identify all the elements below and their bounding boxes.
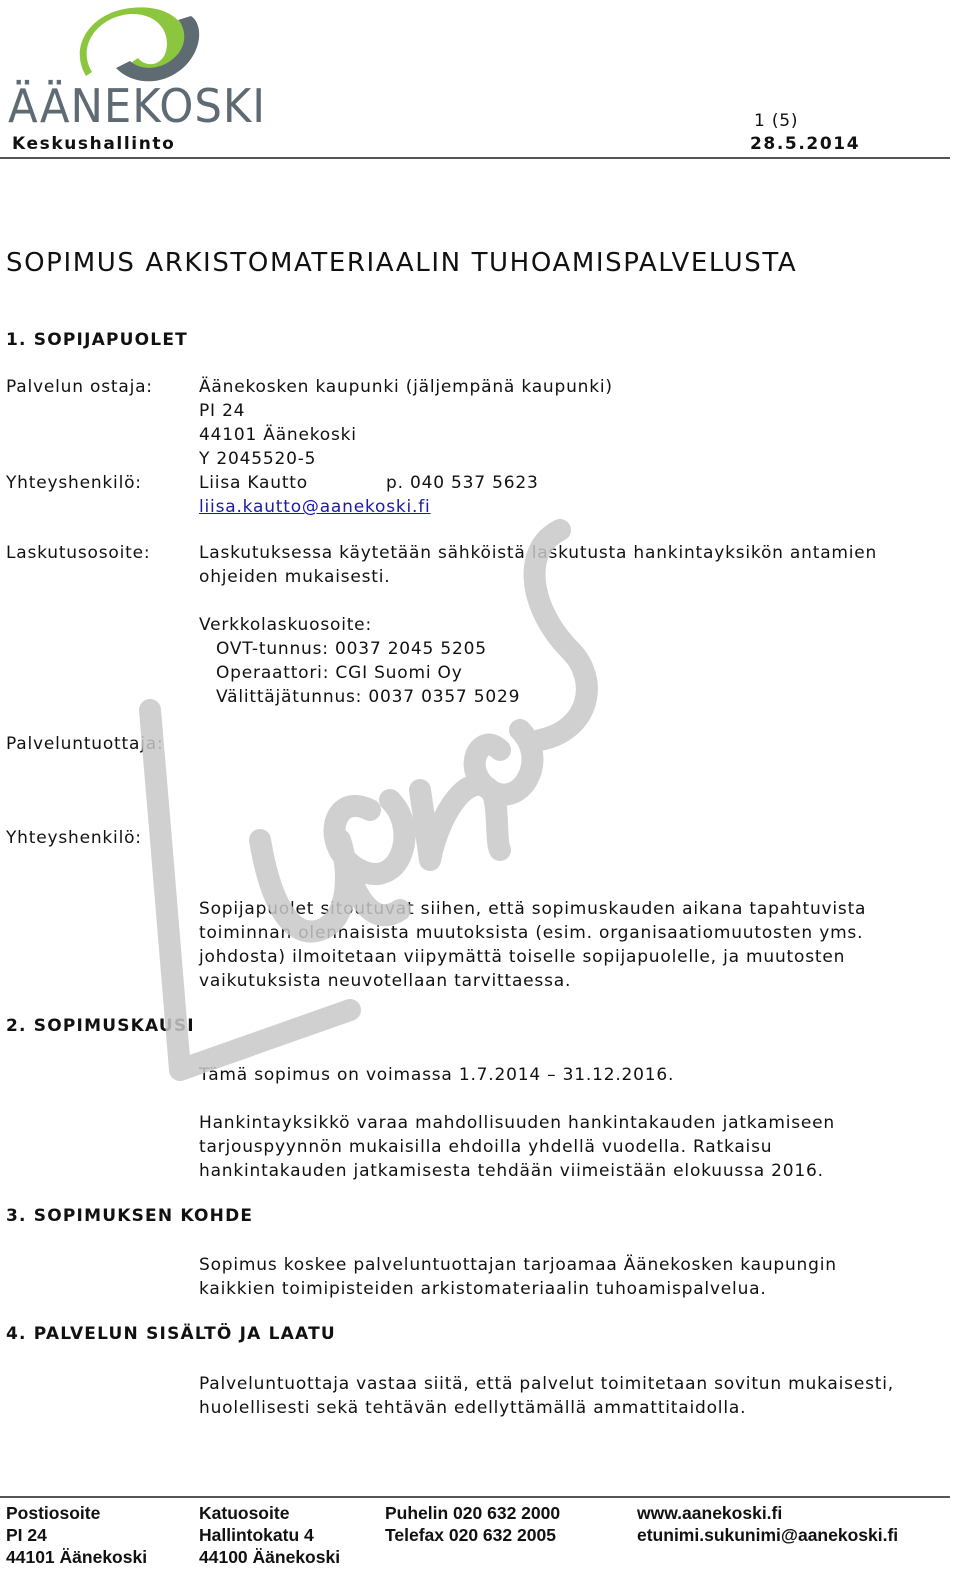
commitment-line: vaikutuksista neuvotellaan tarvittaessa. — [199, 971, 572, 991]
footer-email-link[interactable]: etunimi.sukunimi@aanekoski.fi — [637, 1525, 899, 1545]
logo-gray-swirl — [116, 16, 199, 81]
commitment-line: johdosta) ilmoitetaan viipymättä toiselle sopijapuolelle, ja muutosten — [199, 947, 846, 967]
footer-line: Katuosoite — [199, 1503, 290, 1523]
billing-label: Laskutusosoite: — [6, 543, 151, 563]
subject-line: kaikkien toimipisteiden arkistomateriaalin tuhoamispalvelua. — [199, 1279, 767, 1299]
department-name: Keskushallinto — [12, 134, 176, 154]
einvoice-title: Verkkolaskuosoite: — [199, 615, 372, 635]
buyer-line: Äänekosken kaupunki (jäljempänä kaupunki) — [199, 377, 613, 397]
provider-contact-label: Yhteyshenkilö: — [6, 828, 142, 848]
document-date: 28.5.2014 — [750, 134, 861, 154]
footer-phone — [385, 1502, 560, 1546]
footer-line: Hallintokatu 4 — [199, 1525, 314, 1545]
contact-phone: p. 040 537 5623 — [386, 473, 539, 493]
quality-line: huolellisesti sekä tehtävän edellyttämällä ammattitaidolla. — [199, 1398, 747, 1418]
footer-line: 44101 Äänekoski — [6, 1547, 148, 1567]
contact-email-link[interactable]: liisa.kautto@aanekoski.fi — [199, 497, 431, 517]
watermark-stroke — [420, 785, 500, 860]
watermark-stroke — [335, 800, 405, 874]
footer-rule — [0, 1496, 950, 1498]
aanekoski-logo — [6, 6, 271, 128]
footer-postal-address — [6, 1502, 147, 1568]
provider-label: Palveluntuottaja: — [6, 734, 164, 754]
commitment-line: Sopijapuolet sitoutuvat siihen, että sopimuskauden aikana tapahtuvista — [199, 899, 867, 919]
footer-line: Puhelin 020 632 2000 — [385, 1503, 561, 1523]
einvoice-line: Operaattori: CGI Suomi Oy — [216, 663, 463, 683]
footer-website-link[interactable]: www.aanekoski.fi — [637, 1503, 783, 1523]
section-1-heading: 1. SOPIJAPUOLET — [6, 330, 188, 350]
section-4-heading: 4. PALVELUN SISÄLTÖ JA LAATU — [6, 1324, 336, 1344]
einvoice-line: Välittäjätunnus: 0037 0357 5029 — [216, 687, 521, 707]
document-title: SOPIMUS ARKISTOMATERIAALIN TUHOAMISPALVELUSTA — [6, 248, 798, 278]
einvoice-line: OVT-tunnus: 0037 2045 5205 — [216, 639, 487, 659]
section-3-heading: 3. SOPIMUKSEN KOHDE — [6, 1206, 254, 1226]
buyer-line: 44101 Äänekoski — [199, 425, 357, 445]
extension-line: hankintakauden jatkamisesta tehdään viimeistään elokuussa 2016. — [199, 1161, 824, 1181]
contact-name: Liisa Kautto — [199, 473, 308, 493]
subject-line: Sopimus koskee palveluntuottajan tarjoamaa Äänekosken kaupungin — [199, 1255, 837, 1275]
footer-line: 44100 Äänekoski — [199, 1547, 341, 1567]
commitment-line: toiminnan olennaisista muutoksista (esim. organisaatiomuutosten yms. — [199, 923, 864, 943]
page-number: 1 (5) — [754, 111, 799, 131]
footer-line: Postiosoite — [6, 1503, 101, 1523]
extension-line: tarjouspyynnön mukaisilla ehdoilla yhdellä vuodella. Ratkaisu — [199, 1137, 773, 1157]
extension-line: Hankintayksikkö varaa mahdollisuuden hankintakauden jatkamiseen — [199, 1113, 835, 1133]
footer-line: PI 24 — [6, 1525, 47, 1545]
billing-line: ohjeiden mukaisesti. — [199, 567, 391, 587]
logo-wordmark: ÄÄNEKOSKI — [8, 79, 266, 128]
buyer-line: PI 24 — [199, 401, 246, 421]
footer-web — [637, 1502, 898, 1546]
buyer-label: Palvelun ostaja: — [6, 377, 153, 397]
draft-watermark — [120, 510, 680, 1130]
contact-label: Yhteyshenkilö: — [6, 473, 142, 493]
buyer-line: Y 2045520-5 — [199, 449, 317, 469]
billing-line: Laskutuksessa käytetään sähköistä laskutusta hankintayksikön antamien — [199, 543, 878, 563]
quality-line: Palveluntuottaja vastaa siitä, että palvelut toimitetaan sovitun mukaisesti, — [199, 1374, 894, 1394]
footer-street-address — [199, 1502, 340, 1568]
section-2-heading: 2. SOPIMUSKAUSI — [6, 1016, 195, 1036]
validity-period: Tämä sopimus on voimassa 1.7.2014 – 31.12.2016. — [199, 1065, 675, 1085]
footer-line: Telefax 020 632 2005 — [385, 1525, 556, 1545]
watermark-stroke — [475, 730, 533, 795]
header-rule — [0, 157, 950, 159]
